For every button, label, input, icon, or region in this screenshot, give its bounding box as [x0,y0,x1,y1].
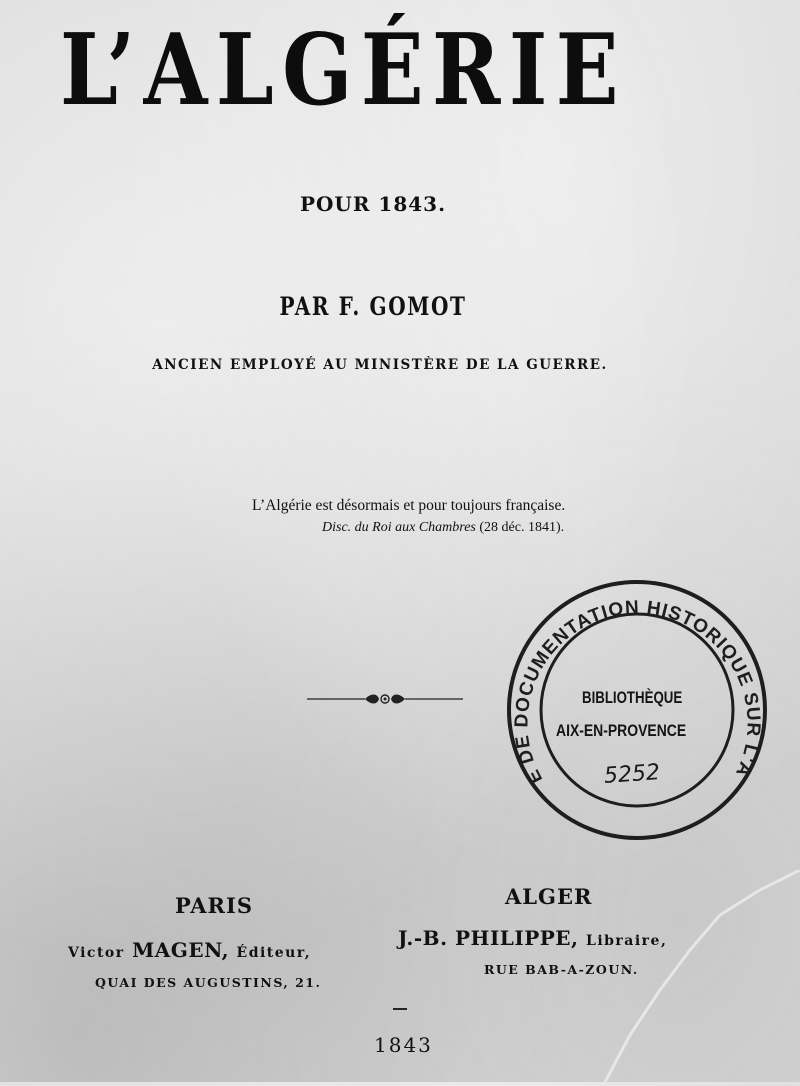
stamp-ring-text: E DE DOCUMENTATION HISTORIQUE SUR L'A [511,597,764,787]
stamp-line-city: AIX-EN-PROVENCE [556,721,687,740]
publisher-left-prefix: Victor [68,945,125,961]
stamp-line-library: BIBLIOTHÈQUE [582,688,683,707]
author-role: ANCIEN EMPLOYÉ AU MINISTÈRE DE LA GUERRE. [152,357,608,373]
publisher-right [398,926,667,950]
stamp-handwritten-number: 5252 [603,760,661,789]
book-title: L’ALGÉRIE [60,13,627,128]
publisher-city-left: PARIS [175,893,253,918]
publisher-right-name: J.-B. PHILIPPE, [398,926,579,950]
publisher-right-address: RUE BAB-A-ZOUN. [484,962,639,977]
author-line: PAR F. GOMOT [279,292,467,321]
publisher-right-role: Libraire, [585,933,668,949]
epigraph-source-title: Disc. du Roi aux Chambres [322,520,476,535]
epigraph-quote: L’Algérie est désormais et pour toujours française. [252,497,566,514]
publisher-left-name: MAGEN, [132,938,230,962]
ornament-divider [305,688,465,714]
publisher-left-role: Éditeur, [236,945,312,961]
epigraph-source-date: (28 déc. 1841). [479,520,565,535]
year-separator [393,1008,407,1010]
publisher-left [68,938,311,962]
publication-year: 1843 [374,1033,433,1057]
epigraph-source [322,520,564,536]
publisher-left-address: QUAI DES AUGUSTINS, 21. [95,975,322,990]
publisher-city-right: ALGER [505,884,593,909]
library-stamp [505,578,770,847]
paper-tear [560,870,800,1086]
book-subtitle: POUR 1843. [299,192,447,216]
